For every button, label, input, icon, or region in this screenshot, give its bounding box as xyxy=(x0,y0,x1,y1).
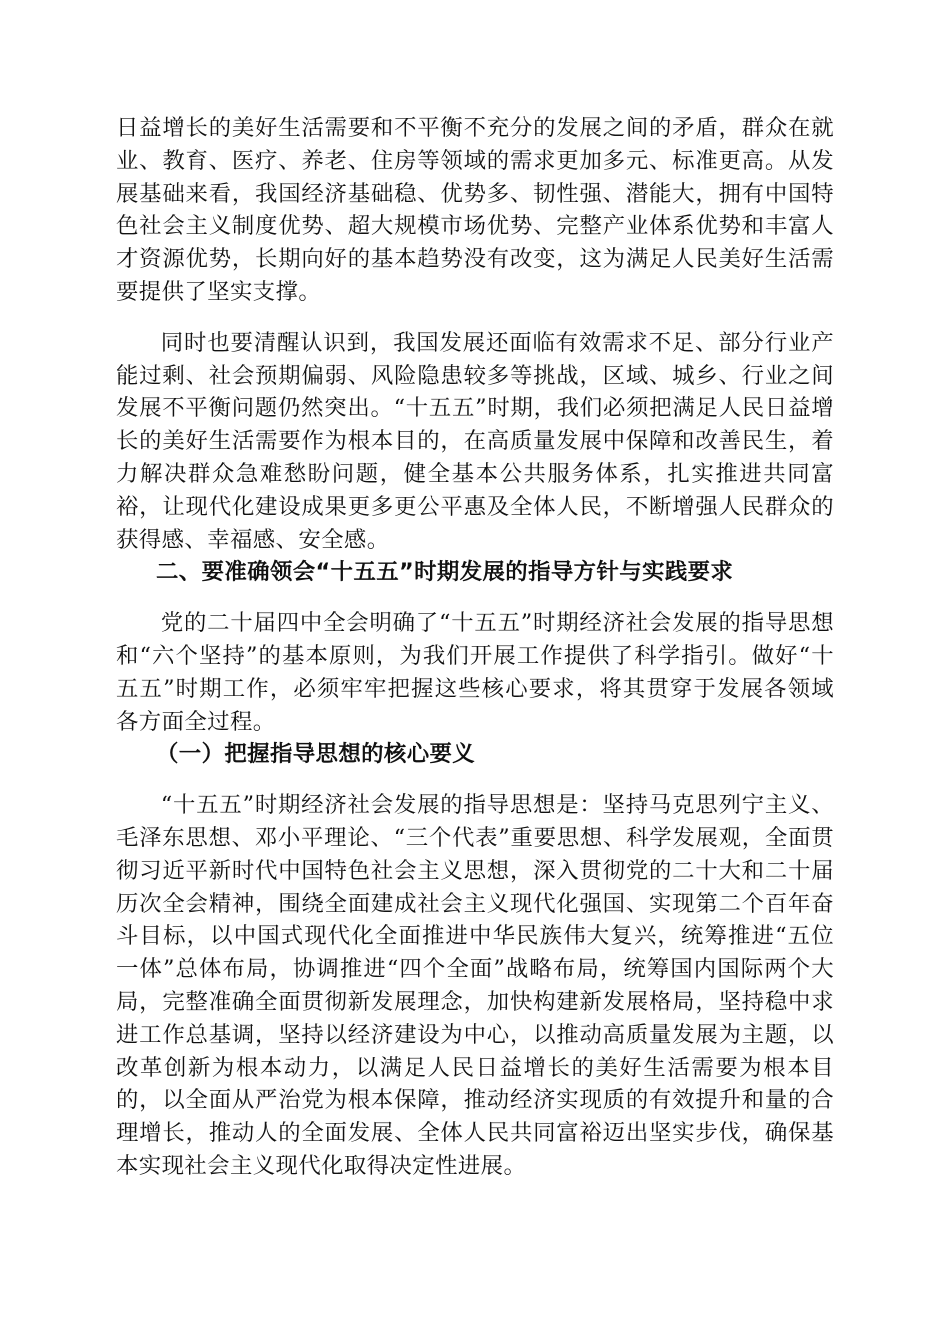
document-page xyxy=(116,112,834,1183)
section-intro-paragraph: 党的二十届四中全会明确了“十五五”时期经济社会发展的指导思想和“六个坚持”的基本原则，为我们开展工作提供了科学指引。做好“十五五”时期工作，必须牢牢把握这些核心要求，将其贯穿于发展各领域各方面全过程。 xyxy=(116,610,834,735)
paragraph-continuation: 日益增长的美好生活需要和不平衡不充分的发展之间的矛盾，群众在就业、教育、医疗、养老、住房等领域的需求更加多元、标准更高。从发展基础来看，我国经济基础稳、优势多、韧性强、潜能大，拥有中国特色社会主义制度优势、超大规模市场优势、完整产业体系优势和丰富人才资源优势，长期向好的基本趋势没有改变，这为满足人民美好生活需要提供了坚实支撑。 xyxy=(116,115,834,305)
paragraph-challenges: 同时也要清醒认识到，我国发展还面临有效需求不足、部分行业产能过剩、社会预期偏弱、风险隐患较多等挑战，区域、城乡、行业之间发展不平衡问题仍然突出。“十五五”时期，我们必须把满足人民日益增长的美好生活需要作为根本目的，在高质量发展中保障和改善民生，着力解决群众急难愁盼问题，健全基本公共服务体系，扎实推进共同富裕，让现代化建设成果更多更公平惠及全体人民，不断增强人民群众的获得感、幸福感、安全感。 xyxy=(116,329,834,553)
subsection-body-paragraph: “十五五”时期经济社会发展的指导思想是：坚持马克思列宁主义、毛泽东思想、邓小平理论、“三个代表”重要思想、科学发展观，全面贯彻习近平新时代中国特色社会主义思想，深入贯彻党的二十大和二十届历次全会精神，围绕全面建成社会主义现代化强国、实现第二个百年奋斗目标，以中国式现代化全面推进中华民族伟大复兴，统筹推进“五位一体”总体布局，协调推进“四个全面”战略布局，统筹国内国际两个大局，完整准确全面贯彻新发展理念，加快构建新发展格局，坚持稳中求进工作总基调，坚持以经济建设为中心，以推动高质量发展为主题，以改革创新为根本动力，以满足人民日益增长的美好生活需要为根本目的，以全面从严治党为根本保障，推动经济实现质的有效提升和量的合理增长，推动人的全面发展、全体人民共同富裕迈出坚实步伐，确保基本实现社会主义现代化取得决定性进展。 xyxy=(116,792,834,1179)
subsection-heading: （一）把握指导思想的核心要义 xyxy=(156,741,476,768)
section-heading: 二、要准确领会“十五五”时期发展的指导方针与实践要求 xyxy=(156,559,734,586)
